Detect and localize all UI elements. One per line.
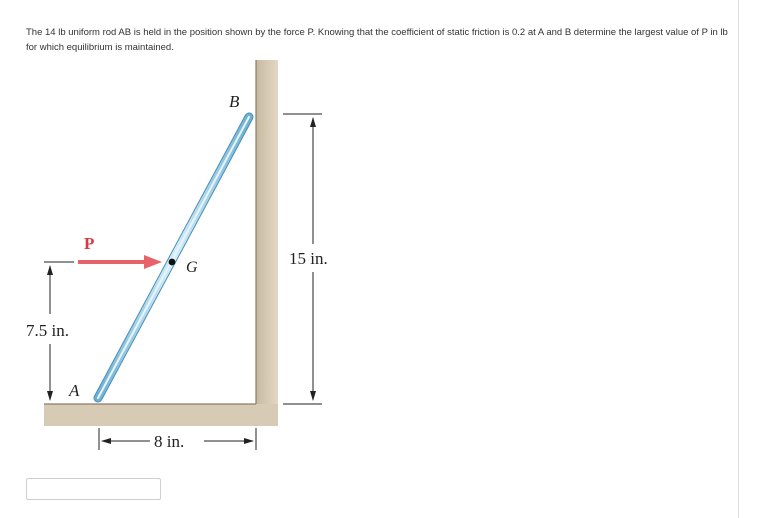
label-a: A xyxy=(69,381,80,400)
label-p: P xyxy=(84,234,95,253)
dimension-base-label: 8 in. xyxy=(154,432,185,451)
center-of-gravity-dot xyxy=(169,259,176,266)
answer-input[interactable] xyxy=(26,478,161,500)
wall xyxy=(256,60,278,426)
rod-ab xyxy=(98,117,249,398)
force-p-arrow xyxy=(78,255,162,269)
label-g: G xyxy=(186,259,198,276)
floor xyxy=(44,404,278,426)
dimension-force-height-label: 7.5 in. xyxy=(26,321,69,340)
question-text: The 14 lb uniform rod AB is held in the position shown by the force P. Knowing that the coefficient of static friction is 0.2 at A and B determine the largest value of P in lb for which equilibrium is maintained. xyxy=(26,27,728,53)
dimension-wall-height-label: 15 in. xyxy=(289,249,328,268)
label-b: B xyxy=(229,92,240,111)
